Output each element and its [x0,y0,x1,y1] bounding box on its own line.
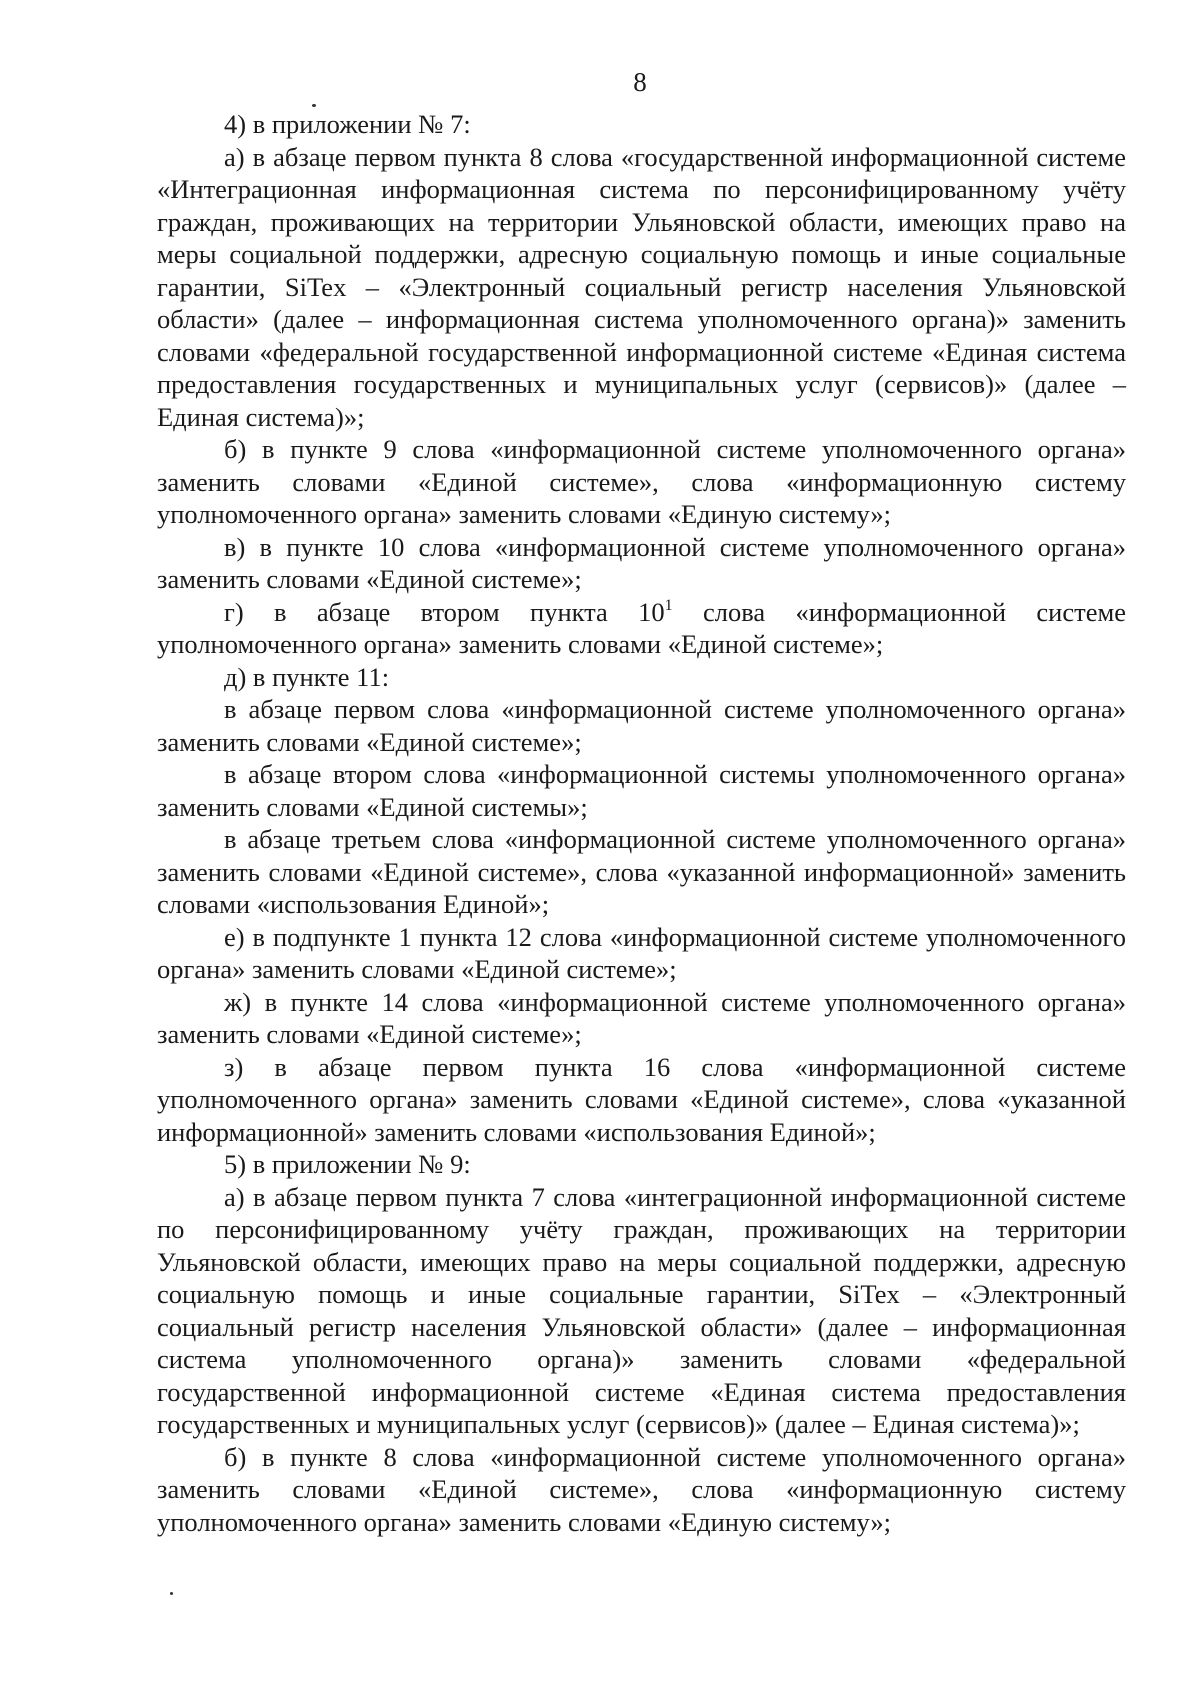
document-body [157,108,1126,1538]
paragraph-4g-text-before: г) в абзаце втором пункта 10 [224,596,665,627]
paragraph-item-4d: д) в пункте 11: [224,661,390,692]
paragraph-item-4b: б) в пункте 9 слова «информационной системе уполномоченного органа» заменить словами «Единой системе», слова «информационную систему уполномоченного органа» заменить словами «Единую систему»; [157,434,1126,529]
paragraph-item-5a: а) в абзаце первом пункта 7 слова «интеграционной информационной системе по персонифицированному учёту граждан, проживающих на территории Ульяновской области, имеющих право на меры социальной поддержки, адресную социальную помощь и иные социальные гарантии, SiTex – «Электронный социальный регистр населения Ульяновской области» (далее – информационная система уполномоченного органа)» заменить словами «федеральной государственной информационной системе «Единая система предоставления государственных и муниципальных услуг (сервисов)» (далее – Единая система)»; [157,1181,1126,1439]
superscript-index: 1 [664,596,673,614]
paragraph-item-4d-3: в абзаце третьем слова «информационной системе уполномоченного органа» заменить словами «Единой системе», слова «указанной информационной» заменить словами «использования Единой»; [157,824,1126,919]
paragraph-item-4e: е) в подпункте 1 пункта 12 слова «информационной системе уполномоченного органа» заменить словами «Единой системе»; [157,921,1126,984]
paragraph-item-4zh: ж) в пункте 14 слова «информационной системе уполномоченного органа» заменить словами «Единой системе»; [157,986,1126,1049]
page-number: 8 [633,67,647,97]
paragraph-item-4v: в) в пункте 10 слова «информационной системе уполномоченного органа» заменить словами «Единой системе»; [157,531,1126,594]
paragraph-item-5b: б) в пункте 8 слова «информационной системе уполномоченного органа» заменить словами «Единой системе», слова «информационную систему уполномоченного органа» заменить словами «Единую систему»; [157,1441,1126,1537]
paragraph-4g-text-after: слова «информационной системе уполномоченного органа» заменить словами «Единой системе»; [157,596,1126,659]
paragraph-item-4a: а) в абзаце первом пункта 8 слова «государственной информационной системе «Интеграционная информационная система по персонифицированному учёту граждан, проживающих на территории Ульяновской области, имеющих право на меры социальной поддержки, адресную социальную помощь и иные социальные гарантии, SiTex – «Электронный социальный регистр населения Ульяновской области» (далее – информационная система уполномоченного органа)» заменить словами «федеральной государственной информационной системе «Единая система предоставления государственных и муниципальных услуг (сервисов)» (далее – Единая система)»; [157,141,1126,432]
paragraph-item-4: 4) в приложении № 7: [224,109,471,139]
paragraph-item-4g [157,596,1126,661]
paragraph-item-5: 5) в приложении № 9: [224,1149,471,1179]
paragraph-item-4d-2: в абзаце втором слова «информационной системы уполномоченного органа» заменить словами «Единой системы»; [157,759,1126,822]
scan-speck [312,104,316,107]
scan-speck [170,1592,173,1595]
paragraph-item-4z: з) в абзаце первом пункта 16 слова «информационной системе уполномоченного органа» заменить словами «Единой системе», слова «указанной информационной» заменить словами «использования Единой»; [157,1051,1126,1147]
paragraph-item-4d-1: в абзаце первом слова «информационной системе уполномоченного органа» заменить словами «Единой системе»; [157,694,1126,757]
